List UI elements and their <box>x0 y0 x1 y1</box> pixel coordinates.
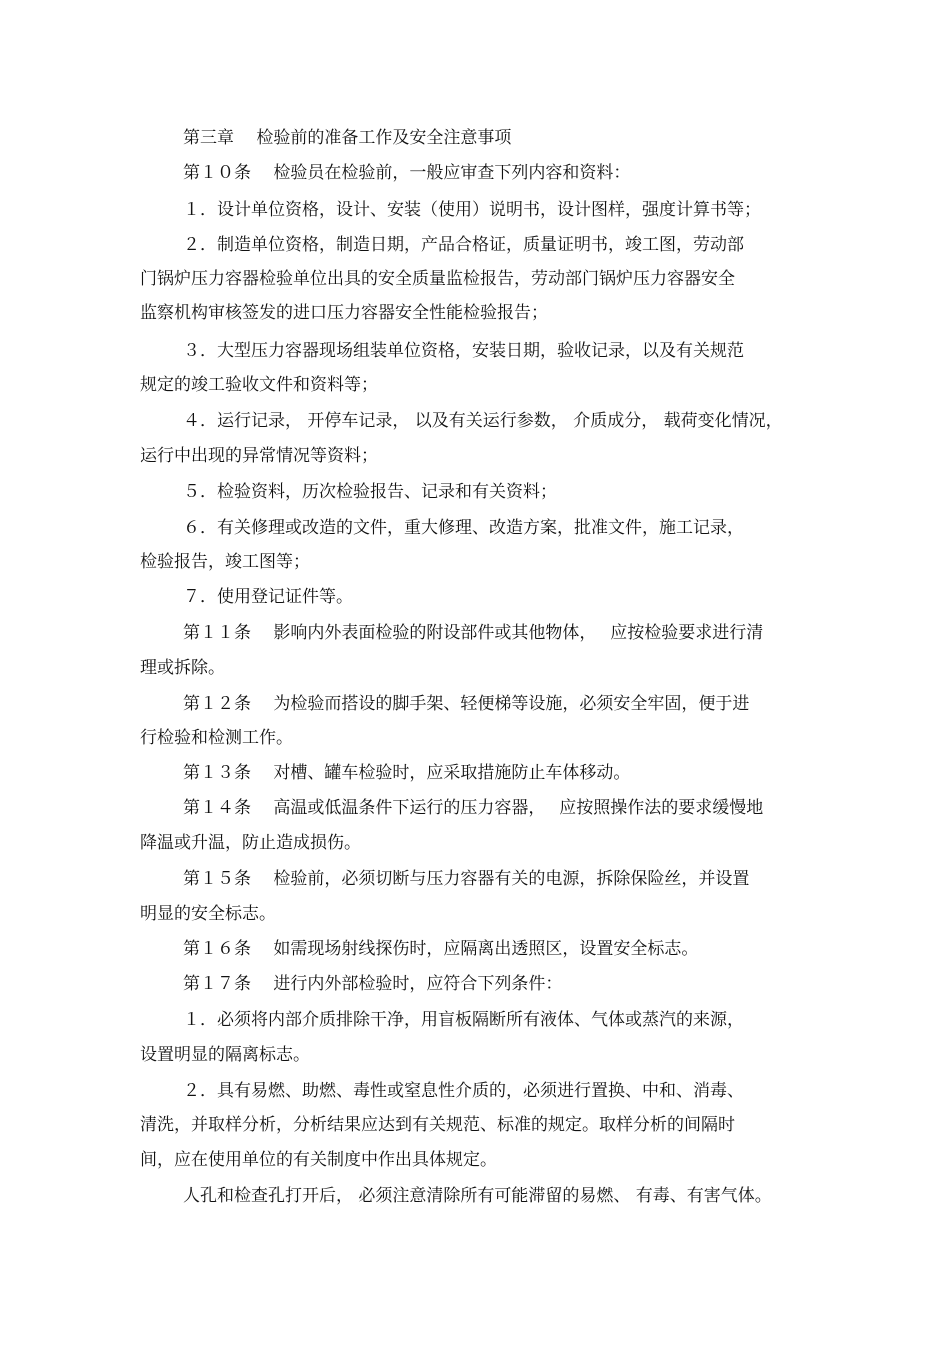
article-17-item-1-line-2: 设置明显的隔离标志。 <box>140 1045 310 1065</box>
article-10-item-2-line-3: 监察机构审核签发的进口压力容器安全性能检验报告； <box>140 303 548 323</box>
article-11-line-2: 理或拆除。 <box>140 658 225 678</box>
article-17-item-2-line-2: 清洗，并取样分析，分析结果应达到有关规范、标准的规定。取样分析的间隔时 <box>140 1115 735 1135</box>
article-10-item-6-line-1: ６．有关修理或改造的文件，重大修理、改造方案，批准文件，施工记录， <box>183 518 744 538</box>
article-10-item-4-line-1: ４．运行记录， 开停车记录， 以及有关运行参数， 介质成分， 载荷变化情况， <box>183 411 783 431</box>
article-10-item-3-line-1: ３．大型压力容器现场组装单位资格，安装日期，验收记录，以及有关规范 <box>183 341 744 361</box>
article-15-line-2: 明显的安全标志。 <box>140 904 276 924</box>
article-16: 第１６条 如需现场射线探伤时，应隔离出透照区，设置安全标志。 <box>183 939 699 959</box>
chapter-heading: 第三章 检验前的准备工作及安全注意事项 <box>183 128 512 148</box>
article-14-line-1: 第１４条 高温或低温条件下运行的压力容器， 应按照操作法的要求缓慢地 <box>183 798 764 818</box>
article-10-item-1: １．设计单位资格，设计、安装（使用）说明书，设计图样，强度计算书等； <box>183 200 761 220</box>
article-10-item-3-line-2: 规定的竣工验收文件和资料等； <box>140 375 378 395</box>
article-10-item-5: ５．检验资料，历次检验报告、记录和有关资料； <box>183 482 557 502</box>
article-14-line-2: 降温或升温，防止造成损伤。 <box>140 833 361 853</box>
article-10-item-4-line-2: 运行中出现的异常情况等资料； <box>140 446 378 466</box>
article-17-item-2-line-3: 间，应在使用单位的有关制度中作出具体规定。 <box>140 1150 497 1170</box>
manhole-note: 人孔和检查孔打开后， 必须注意清除所有可能滞留的易燃、 有毒、有害气体。 <box>183 1186 772 1206</box>
article-10-heading: 第１０条 检验员在检验前，一般应审查下列内容和资料： <box>183 163 631 183</box>
article-12-line-2: 行检验和检测工作。 <box>140 728 293 748</box>
article-17-item-2-line-1: ２．具有易燃、助燃、毒性或窒息性介质的，必须进行置换、中和、消毒、 <box>183 1081 744 1101</box>
article-10-item-7: ７．使用登记证件等。 <box>183 587 353 607</box>
article-17-item-1-line-1: １．必须将内部介质排除干净，用盲板隔断所有液体、气体或蒸汽的来源， <box>183 1010 744 1030</box>
article-12-line-1: 第１２条 为检验而搭设的脚手架、轻便梯等设施，必须安全牢固，便于进 <box>183 694 750 714</box>
article-10-item-2-line-2: 门锅炉压力容器检验单位出具的安全质量监检报告，劳动部门锅炉压力容器安全 <box>140 269 735 289</box>
article-10-item-6-line-2: 检验报告，竣工图等； <box>140 552 310 572</box>
article-13: 第１３条 对槽、罐车检验时，应采取措施防止车体移动。 <box>183 763 631 783</box>
article-11-line-1: 第１１条 影响内外表面检验的附设部件或其他物体， 应按检验要求进行清 <box>183 623 764 643</box>
article-17-heading: 第１７条 进行内外部检验时，应符合下列条件： <box>183 974 563 994</box>
article-10-item-2-line-1: ２．制造单位资格，制造日期，产品合格证，质量证明书，竣工图，劳动部 <box>183 235 744 255</box>
article-15-line-1: 第１５条 检验前，必须切断与压力容器有关的电源，拆除保险丝，并设置 <box>183 869 750 889</box>
